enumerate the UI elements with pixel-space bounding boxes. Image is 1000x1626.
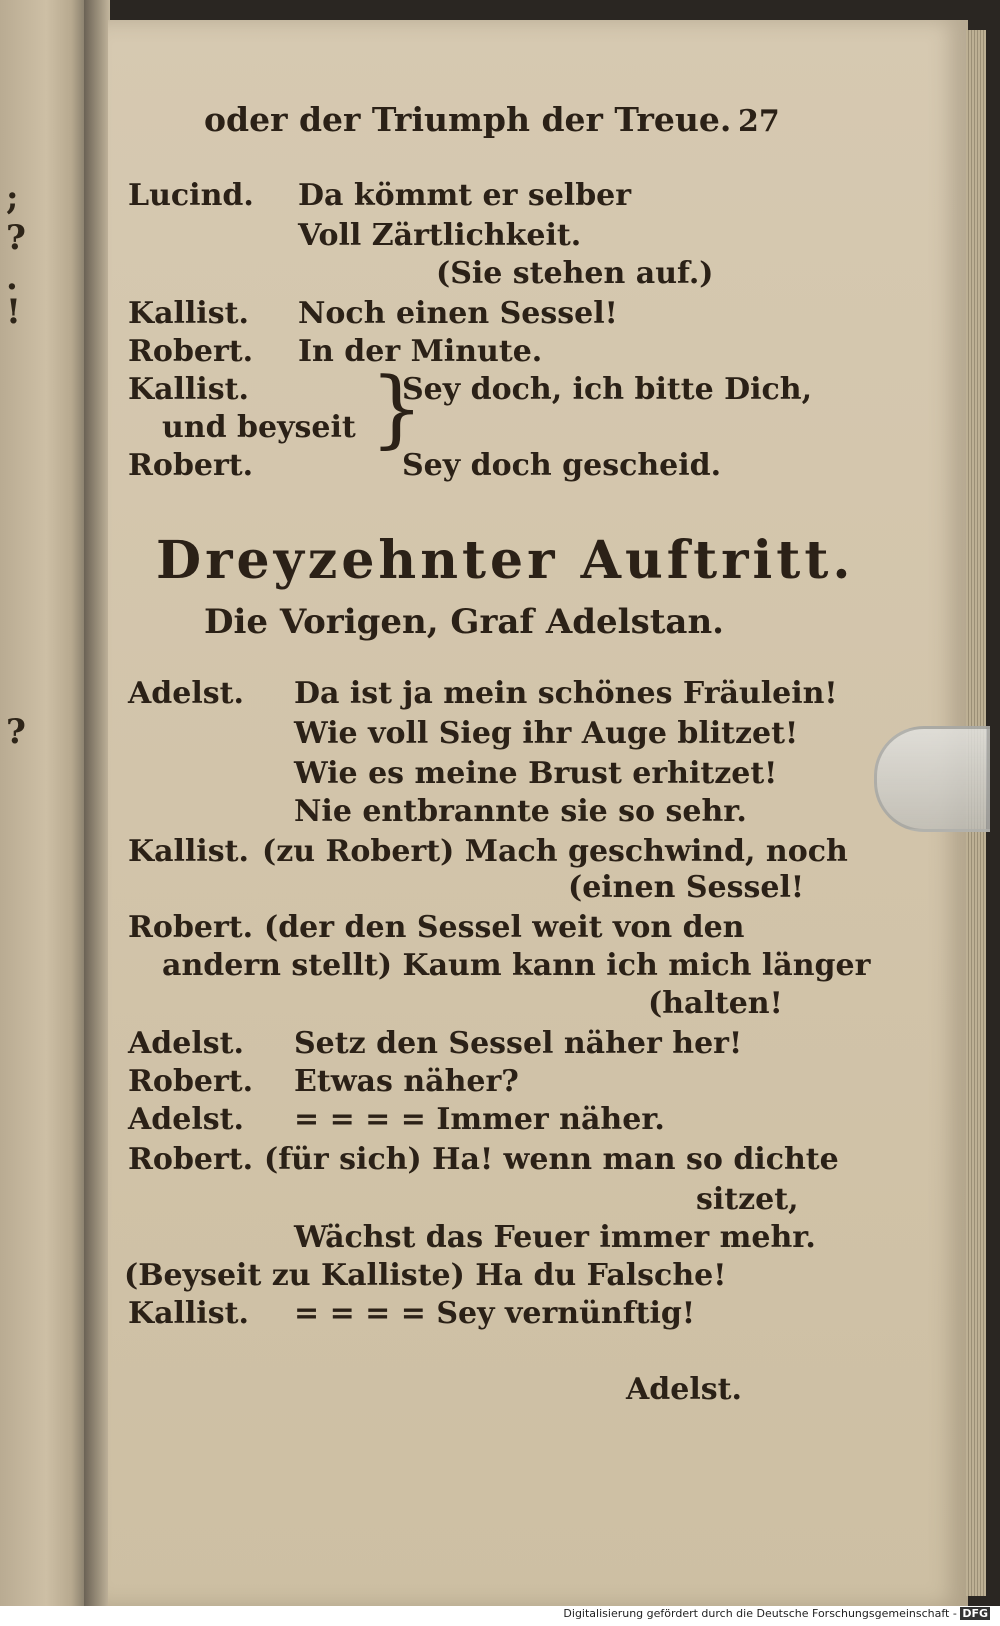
dialogue-line: (der den Sessel weit von den: [264, 910, 745, 945]
catchword: Adelst.: [626, 1372, 742, 1407]
dialogue-line: Noch einen Sessel!: [298, 296, 618, 331]
speaker-label: Robert.: [128, 1142, 254, 1177]
speaker-label: Kallist.: [128, 1296, 249, 1331]
dialogue-line: Wie es meine Brust erhitzet!: [294, 756, 778, 791]
stage-direction: (Sie stehen auf.): [436, 256, 714, 291]
dialogue-line: Nie entbrannte sie so sehr.: [294, 794, 747, 829]
speaker-label: Adelst.: [128, 1102, 244, 1137]
dialogue-line: Etwas näher?: [294, 1064, 519, 1099]
digitization-footer: [0, 1606, 1000, 1626]
dialogue-line: Wie voll Sieg ihr Auge blitzet!: [294, 716, 799, 751]
dialogue-line: In der Minute.: [298, 334, 543, 369]
speaker-label: Kallist.: [128, 296, 249, 331]
footer-credit: [563, 1607, 990, 1620]
left-fragment: ;: [6, 178, 19, 218]
scene-title: Dreyzehnter Auftritt.: [156, 530, 855, 591]
page-number: 27: [738, 104, 780, 139]
stage-direction: (Beyseit zu Kalliste) Ha du Falsche!: [124, 1258, 727, 1293]
dialogue-line: andern stellt) Kaum kann ich mich länger: [162, 948, 871, 983]
dialogue-line: Sey doch gescheid.: [402, 448, 722, 483]
brace: }: [370, 359, 424, 457]
dialogue-line: Wächst das Feuer immer mehr.: [294, 1220, 816, 1255]
left-fragment: ?: [6, 712, 26, 752]
speaker-label: Adelst.: [128, 1026, 244, 1061]
dfg-logo: DFG: [962, 1607, 988, 1620]
dialogue-line: Voll Zärtlichkeit.: [298, 218, 582, 253]
speaker-label: Kallist.: [128, 372, 249, 407]
book-gutter: [84, 0, 110, 1606]
dialogue-line: sitzet,: [696, 1182, 799, 1217]
left-fragment: ?: [6, 218, 26, 258]
left-fragment: .: [6, 258, 18, 298]
left-fragment: !: [6, 292, 21, 332]
dialogue-line: (halten!: [648, 986, 783, 1021]
page-clip: [874, 726, 990, 832]
dialogue-line: Da kömmt er selber: [298, 178, 632, 213]
stage-direction: und beyseit: [162, 410, 356, 445]
facing-page-edge: [0, 0, 84, 1606]
dialogue-line: (zu Robert) Mach geschwind, noch: [262, 834, 848, 869]
speaker-label: Robert.: [128, 910, 254, 945]
speaker-label: Lucind.: [128, 178, 254, 213]
speaker-label: Kallist.: [128, 834, 249, 869]
dialogue-line: Da ist ja mein schönes Fräulein!: [294, 676, 838, 711]
dialogue-line: Sey doch, ich bitte Dich,: [402, 372, 813, 407]
speaker-label: Adelst.: [128, 676, 244, 711]
dialogue-line: Setz den Sessel näher her!: [294, 1026, 743, 1061]
speaker-label: Robert.: [128, 334, 254, 369]
scene-subtitle: Die Vorigen, Graf Adelstan.: [204, 602, 725, 642]
dialogue-line: = = = = Immer näher.: [294, 1102, 665, 1137]
footer-text: Digitalisierung gefördert durch die Deutsche Forschungsgemeinschaft -: [563, 1607, 957, 1620]
dialogue-line: (einen Sessel!: [568, 870, 805, 905]
speaker-label: Robert.: [128, 448, 254, 483]
running-header: oder der Triumph der Treue.: [204, 100, 732, 139]
speaker-label: Robert.: [128, 1064, 254, 1099]
dialogue-line: = = = = Sey vernünftig!: [294, 1296, 696, 1331]
dialogue-line: (für sich) Ha! wenn man so dichte: [264, 1142, 839, 1177]
